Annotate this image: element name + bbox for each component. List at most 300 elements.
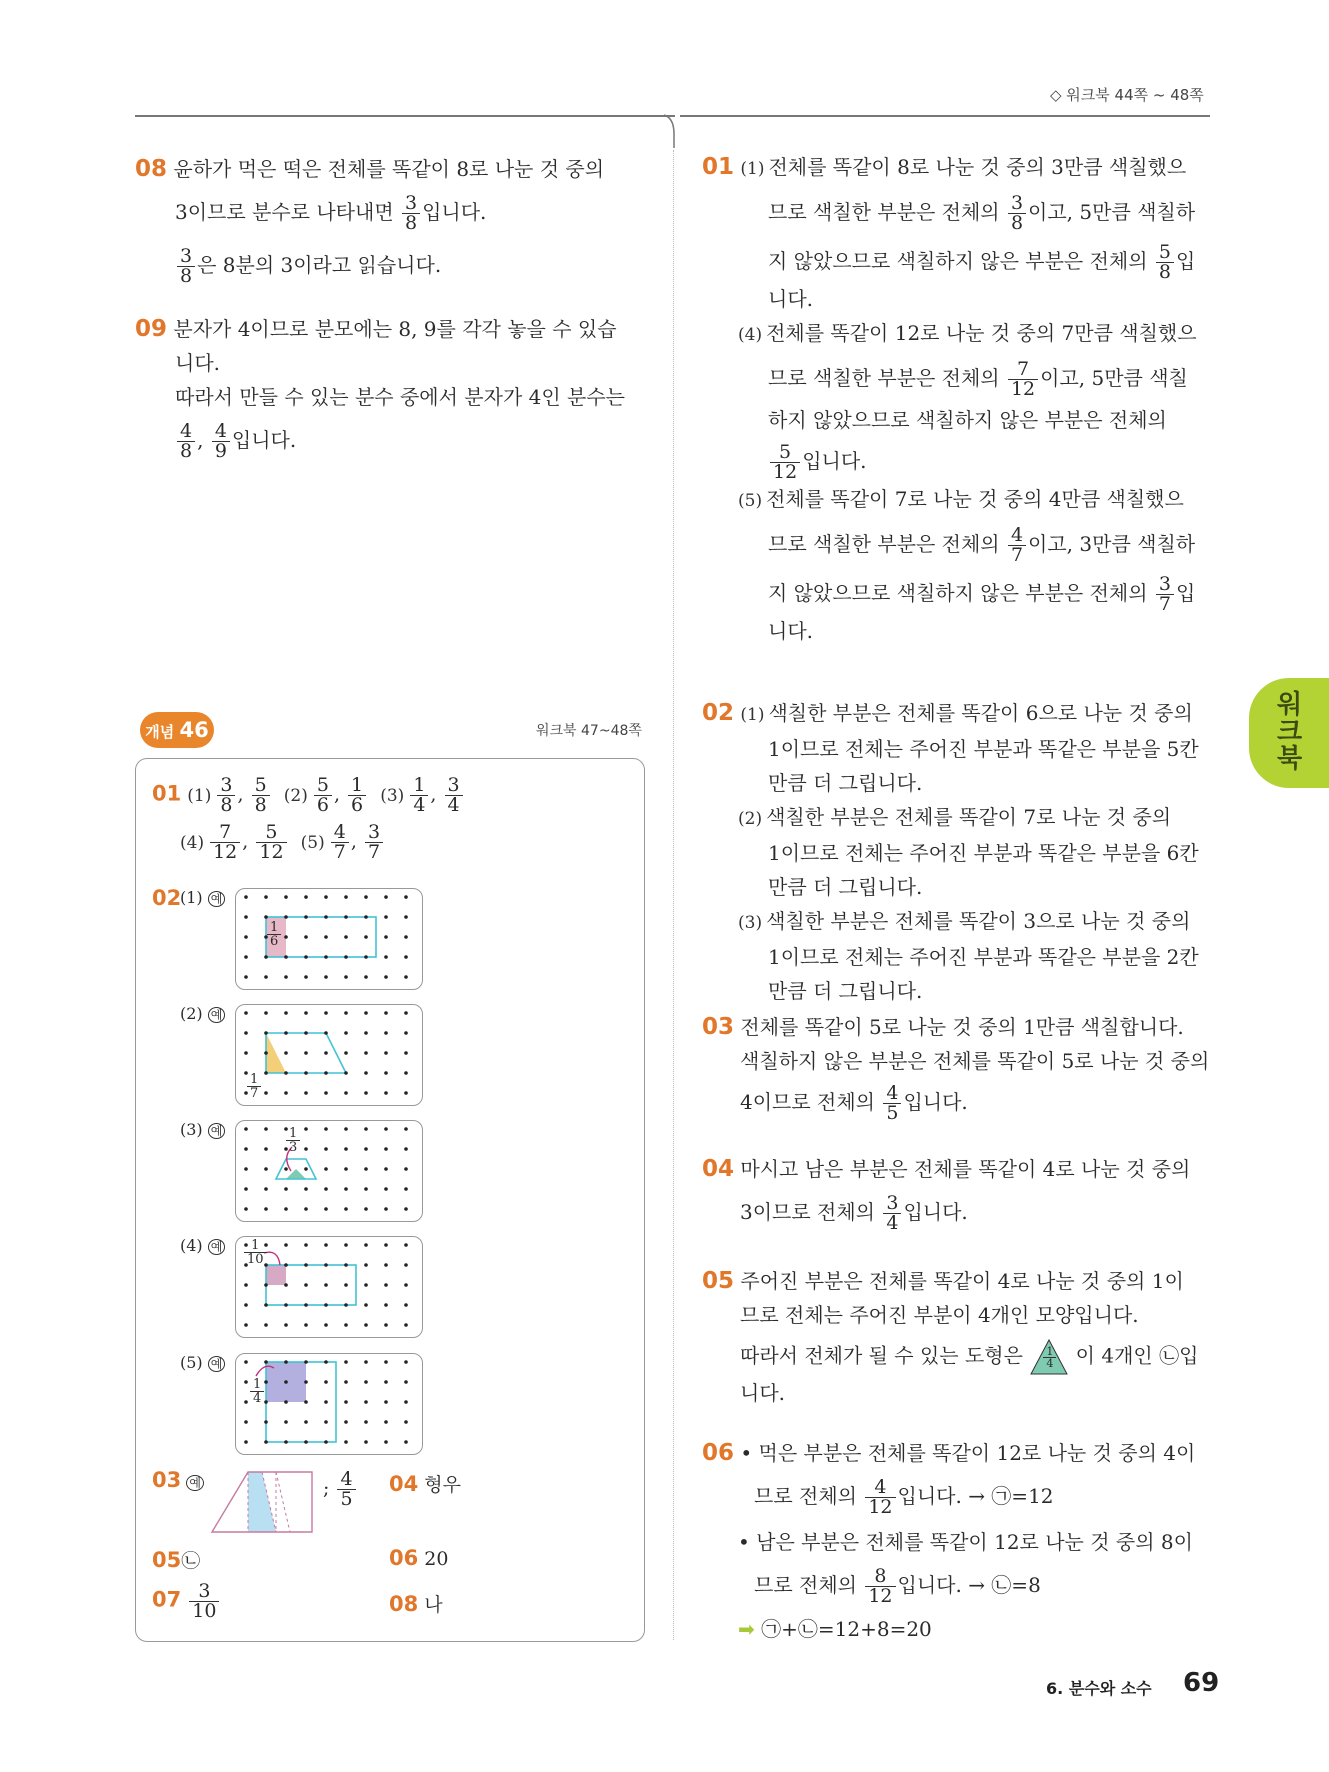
grid-dot: [404, 895, 408, 899]
concept-01: 01 (1) $\frac{3}{8}$ , $\frac{5}{8}$ (2) $\frac{5}{6}$ , $\frac{1}{6}$ (3) $\frac{1}{4}$ , $\frac{3}{4}$ (4) $\frac{7}{12}$ , $\frac{5}{12}$ (5) $\frac{4}{7}$ , $\frac{3}{7}$: [152, 776, 465, 862]
fraction: $\frac{5}{6}$: [314, 776, 332, 815]
grid-dot: [264, 895, 268, 899]
concept-03: [152, 1468, 204, 1492]
triangle-icon: $\frac{1}{4}$: [1029, 1338, 1069, 1376]
sub-label: (1) 예: [180, 888, 225, 907]
dot-grid-1: [235, 888, 423, 990]
text: 3이므로 분수로 나타내면: [175, 200, 394, 224]
grid-dot: [364, 1167, 368, 1171]
grid-dot: [244, 975, 248, 979]
grid-dot: [244, 1360, 248, 1364]
fraction: $\frac{1}{4}$: [410, 776, 428, 815]
grid-dot: [304, 1440, 308, 1444]
text: 분자가 4이므로 분모에는 8, 9를 각각 놓을 수 있습: [173, 317, 617, 341]
grid-dot: [284, 1011, 288, 1015]
answer-08: [135, 152, 604, 286]
grid-dot: [284, 1420, 288, 1424]
grid-dot: [404, 1207, 408, 1211]
grid-dot: [344, 1187, 348, 1191]
grid-dot: [344, 1400, 348, 1404]
tab-char: 워: [1277, 690, 1303, 720]
grid-dot: [384, 1243, 388, 1247]
column-divider: [673, 150, 674, 1640]
grid-dot: [364, 1147, 368, 1151]
grid-dot: [364, 935, 368, 939]
grid-dot: [404, 1323, 408, 1327]
grid-dot: [244, 1051, 248, 1055]
dot-grid-drawing: [236, 1005, 422, 1105]
grid-dot: [244, 1440, 248, 1444]
concept-07: 07 $\frac{3}{10}$: [152, 1582, 221, 1621]
grid-dot: [344, 1031, 348, 1035]
grid-dot: [264, 1283, 268, 1287]
sub-label: (2) 예: [180, 1004, 225, 1023]
answer-r01: 01 (1) 전체를 똑같이 8로 나눈 것 중의 3만큼 색칠했으 므로 색칠한 부분은 전체의 $\frac{3}{8}$ 이고, 5만큼 색칠하 지 않았으므로 색칠하지 않은 부분은 전체의 $\frac{5}{8}$ 입 니다. (4) 전체를 똑같이 12로 나눈 것 중의 7만큼 색칠했으 므로 색칠한 부분은 전체의 $\frac{7}{12}$ 이고, 5만큼 색칠 하지 않았으므로 색칠하지 않은 부분은 전체의 $\frac{5}{12}$ 입니다. (5) 전체를 똑같이 7로 나눈 것 중의 4만큼 색칠했으 므로 색칠한 부분은 전체의 $\frac{4}{7}$ 이고, 3만큼 색칠하 지 않았으므로 색칠하지 않은 부분은 전체의 $\frac{3}{7}$ 입 니다.: [702, 154, 1197, 643]
example-mark: 예: [186, 1475, 204, 1491]
grid-dot: [304, 1360, 308, 1364]
workbook-ref: ◇ 워크북 44쪽 ~ 48쪽: [1050, 86, 1204, 104]
grid-dot: [404, 1091, 408, 1095]
grid-dot: [364, 1420, 368, 1424]
grid-dot: [244, 955, 248, 959]
grid-dot: [304, 1031, 308, 1035]
grid-dot: [324, 895, 328, 899]
grid-dot: [284, 1303, 288, 1307]
sub-label: (2): [283, 785, 308, 806]
grid-dot: [344, 1303, 348, 1307]
question-number: 09: [135, 316, 168, 342]
grid-dot: [404, 1440, 408, 1444]
grid-dot: [284, 915, 288, 919]
grid-dot: [364, 1011, 368, 1015]
grid-dot: [384, 1420, 388, 1424]
grid-dot: [264, 1323, 268, 1327]
grid-dot: [244, 1147, 248, 1151]
dot-grid-drawing: [236, 889, 422, 989]
grid-dot: [404, 1031, 408, 1035]
grid-dot: [324, 1420, 328, 1424]
text: 윤하가 먹은 떡은 전체를 똑같이 8로 나눈 것 중의: [173, 157, 605, 181]
grid-dot: [264, 1400, 268, 1404]
question-number: 05: [702, 1268, 735, 1294]
grid-dot: [284, 1323, 288, 1327]
grid-dot: [304, 915, 308, 919]
grid-dot: [404, 1011, 408, 1015]
answer-r03: 03 전체를 똑같이 5로 나눈 것 중의 1만큼 색칠합니다. 색칠하지 않은 부분은 전체를 똑같이 5로 나눈 것 중의 4이므로 전체의 $\frac{4}{5}$ 입니다.: [702, 1014, 1210, 1124]
concept-ref: 워크북 47~48쪽: [536, 723, 642, 739]
grid-dot: [324, 1243, 328, 1247]
grid-dot: [264, 1071, 268, 1075]
grid-dot: [404, 1420, 408, 1424]
grid-dot: [284, 1360, 288, 1364]
grid-dot: [244, 1011, 248, 1015]
grid-dot: [364, 1263, 368, 1267]
grid-dot: [344, 955, 348, 959]
fraction: $\frac{4}{8}$: [177, 422, 195, 461]
grid-dot: [324, 1303, 328, 1307]
grid-dot: [324, 1263, 328, 1267]
grid-dot: [284, 1187, 288, 1191]
text: 은 8분의 3이라고 읽습니다.: [197, 253, 442, 277]
grid-dot: [384, 1400, 388, 1404]
grid-dot: [244, 1323, 248, 1327]
grid-dot: [364, 1360, 368, 1364]
concept-04: 04 형우: [389, 1472, 461, 1496]
grid-dot: [384, 1323, 388, 1327]
grid-dot: [264, 1091, 268, 1095]
grid-dot: [324, 1323, 328, 1327]
tab-char: 북: [1277, 744, 1303, 774]
question-number: 02: [702, 700, 735, 726]
grid-dot: [304, 1243, 308, 1247]
grid-dot: [364, 1031, 368, 1035]
grid-dot: [284, 1243, 288, 1247]
grid-dot: [284, 1440, 288, 1444]
grid-dot: [384, 1360, 388, 1364]
grid-dot: [284, 975, 288, 979]
grid-dot: [404, 1400, 408, 1404]
text: 니다.: [175, 351, 220, 375]
grid-dot: [324, 1187, 328, 1191]
grid-dot: [264, 955, 268, 959]
grid-dot: [344, 1127, 348, 1131]
fraction: $\frac{3}{8}$: [177, 247, 195, 286]
grid-dot: [244, 1207, 248, 1211]
dot-grid-3: [235, 1120, 423, 1222]
grid-dot: [344, 1263, 348, 1267]
header-notch: [662, 114, 686, 150]
grid-dot: [284, 1283, 288, 1287]
grid-dot: [264, 1380, 268, 1384]
grid-dot: [404, 1263, 408, 1267]
grid-dot: [344, 1071, 348, 1075]
grid-dot: [284, 1031, 288, 1035]
grid-dot: [244, 915, 248, 919]
header-rule-right: [680, 115, 1210, 117]
sub-label: (3) 예: [180, 1120, 225, 1139]
grid-dot: [304, 1420, 308, 1424]
grid-dot: [324, 1051, 328, 1055]
grid-dot: [364, 1051, 368, 1055]
grid-dot: [264, 1147, 268, 1151]
arrow-icon: ➡: [738, 1617, 755, 1641]
grid-dot: [284, 1400, 288, 1404]
grid-dot: [264, 1207, 268, 1211]
dot-grid-4: [235, 1236, 423, 1338]
grid-dot: [344, 1323, 348, 1327]
fraction: $\frac{3}{4}$: [445, 776, 463, 815]
grid-dot: [404, 975, 408, 979]
grid-dot: [384, 1091, 388, 1095]
grid-dot: [324, 975, 328, 979]
fraction-label: $\frac{1}{7}$: [247, 1073, 261, 1100]
sub-label: (5) 예: [180, 1353, 225, 1372]
grid-dot: [364, 1127, 368, 1131]
question-number: 04: [702, 1156, 735, 1182]
grid-dot: [384, 1263, 388, 1267]
grid-dot: [384, 1440, 388, 1444]
fraction: $\frac{5}{12}$: [256, 823, 286, 862]
grid-dot: [324, 1167, 328, 1171]
sub-label: (5): [300, 832, 325, 853]
grid-dot: [264, 1187, 268, 1191]
concept-badge: 개념 46: [140, 712, 214, 748]
grid-dot: [264, 1127, 268, 1131]
grid-dot: [284, 895, 288, 899]
grid-dot: [244, 1380, 248, 1384]
tab-char: 크: [1277, 717, 1303, 747]
grid-dot: [244, 1303, 248, 1307]
fraction-label: $\frac{1}{4}$: [250, 1378, 264, 1405]
grid-dot: [264, 1011, 268, 1015]
grid-dot: [284, 935, 288, 939]
sub-label: (4): [180, 832, 205, 853]
grid-dot: [364, 915, 368, 919]
grid-dot: [304, 1283, 308, 1287]
grid-dot: [264, 1031, 268, 1035]
question-number: 08: [135, 156, 168, 182]
concept-03-answer: ; $\frac{4}{5}$: [323, 1470, 358, 1509]
grid-dot: [384, 1031, 388, 1035]
grid-dot: [344, 1011, 348, 1015]
fraction: $\frac{3}{8}$: [402, 194, 420, 233]
grid-dot: [264, 975, 268, 979]
answer-r02: 02 (1) 색칠한 부분은 전체를 똑같이 6으로 나눈 것 중의 1이므로 전체는 주어진 부분과 똑같은 부분을 5칸 만큼 더 그립니다. (2) 색칠한 부분은 전체를 똑같이 7로 나눈 것 중의 1이므로 전체는 주어진 부분과 똑같은 부분을 6칸 만큼 더 그립니다. (3) 색칠한 부분은 전체를 똑같이 3으로 나눈 것 중의 1이므로 전체는 주어진 부분과 똑같은 부분을 2칸 만큼 더 그립니다.: [702, 700, 1199, 1003]
grid-dot: [344, 1167, 348, 1171]
grid-dot: [304, 935, 308, 939]
question-number: 03: [702, 1014, 735, 1040]
grid-dot: [324, 915, 328, 919]
grid-dot: [404, 1380, 408, 1384]
grid-dot: [344, 1051, 348, 1055]
grid-dot: [384, 1283, 388, 1287]
grid-dot: [244, 1127, 248, 1131]
page-number: 69: [1183, 1668, 1220, 1698]
grid-dot: [384, 1167, 388, 1171]
grid-dot: [404, 1071, 408, 1075]
grid-dot: [244, 1283, 248, 1287]
grid-dot: [244, 1420, 248, 1424]
grid-dot: [284, 1167, 288, 1171]
grid-dot: [344, 1243, 348, 1247]
grid-dot: [364, 975, 368, 979]
answer-r05: 05 주어진 부분은 전체를 똑같이 4로 나눈 것 중의 1이 므로 전체는 주어진 부분이 4개인 모양입니다. 따라서 전체가 될 수 있는 도형은 $\frac{1}{4}$ 이 4개인 ㉡입 니다.: [702, 1268, 1199, 1405]
sub-label: (4) 예: [180, 1236, 225, 1255]
grid-dot: [264, 1051, 268, 1055]
grid-dot: [304, 1303, 308, 1307]
grid-dot: [304, 1071, 308, 1075]
grid-dot: [344, 1360, 348, 1364]
grid-dot: [384, 1071, 388, 1075]
grid-dot: [264, 1167, 268, 1171]
text: 입니다.: [231, 428, 297, 452]
grid-dot: [324, 1091, 328, 1095]
grid-dot: [324, 1440, 328, 1444]
grid-dot: [364, 1071, 368, 1075]
grid-dot: [324, 1031, 328, 1035]
grid-dot: [344, 915, 348, 919]
grid-dot: [384, 1207, 388, 1211]
grid-dot: [404, 955, 408, 959]
grid-dot: [304, 895, 308, 899]
grid-dot: [384, 1187, 388, 1191]
grid-dot: [344, 1283, 348, 1287]
sub-label: (1): [187, 785, 212, 806]
question-number: 06: [702, 1440, 735, 1466]
concept-06: 06 20: [389, 1546, 449, 1570]
fraction: $\frac{1}{6}$: [348, 776, 366, 815]
grid-dot: [404, 1127, 408, 1131]
grid-dot: [404, 915, 408, 919]
grid-dot: [384, 1303, 388, 1307]
grid-dot: [344, 1147, 348, 1151]
grid-dot: [304, 1167, 308, 1171]
grid-dot: [364, 895, 368, 899]
grid-dot: [284, 1071, 288, 1075]
question-number: 01: [152, 781, 182, 806]
fraction-label: $\frac{1}{3}$: [286, 1127, 300, 1154]
grid-dot: [244, 1400, 248, 1404]
grid-dot: [344, 1207, 348, 1211]
grid-dot: [324, 1011, 328, 1015]
grid-dot: [324, 935, 328, 939]
grid-dot: [244, 1187, 248, 1191]
grid-dot: [364, 1207, 368, 1211]
answer-r04: 04 마시고 남은 부분은 전체를 똑같이 4로 나눈 것 중의 3이므로 전체의 $\frac{3}{4}$ 입니다.: [702, 1156, 1191, 1234]
grid-dot: [364, 1323, 368, 1327]
grid-dot: [304, 1091, 308, 1095]
grid-dot: [264, 1420, 268, 1424]
grid-dot: [404, 1167, 408, 1171]
grid-dot: [324, 955, 328, 959]
grid-dot: [344, 1420, 348, 1424]
grid-dot: [404, 1147, 408, 1151]
grid-dot: [244, 935, 248, 939]
grid-dot: [404, 1187, 408, 1191]
grid-dot: [364, 1187, 368, 1191]
grid-dot: [384, 895, 388, 899]
grid-dot: [264, 915, 268, 919]
grid-dot: [284, 1263, 288, 1267]
dot-grid-drawing: [236, 1121, 422, 1221]
grid-dot: [324, 1147, 328, 1151]
text: 따라서 만들 수 있는 분수 중에서 분자가 4인 분수는: [175, 385, 625, 409]
text: 입니다.: [422, 200, 487, 224]
grid-dot: [384, 935, 388, 939]
grid-dot: [384, 1011, 388, 1015]
grid-dot: [284, 1051, 288, 1055]
grid-dot: [364, 955, 368, 959]
trapezoid-figure: [210, 1470, 320, 1534]
fraction: $\frac{4}{9}$: [212, 422, 230, 461]
grid-dot: [364, 1243, 368, 1247]
grid-dot: [264, 1360, 268, 1364]
grid-dot: [324, 1207, 328, 1211]
dot-grid-5: [235, 1353, 423, 1455]
grid-dot: [304, 1380, 308, 1384]
grid-dot: [304, 1187, 308, 1191]
grid-dot: [364, 1283, 368, 1287]
sub-label: (3): [380, 785, 405, 806]
concept-05: 05㉡: [152, 1548, 201, 1572]
grid-dot: [264, 1303, 268, 1307]
grid-dot: [384, 975, 388, 979]
fraction: $\frac{5}{8}$: [252, 776, 270, 815]
grid-dot: [324, 1071, 328, 1075]
grid-dot: [284, 1380, 288, 1384]
grid-dot: [284, 1091, 288, 1095]
grid-dot: [384, 915, 388, 919]
workbook-side-tab: [1249, 678, 1329, 788]
grid-dot: [304, 1127, 308, 1131]
grid-dot: [404, 1051, 408, 1055]
grid-dot: [384, 1147, 388, 1151]
grid-dot: [404, 1303, 408, 1307]
question-number: 02: [152, 886, 182, 910]
grid-dot: [244, 1031, 248, 1035]
grid-dot: [344, 1380, 348, 1384]
grid-dot: [364, 1303, 368, 1307]
grid-dot: [344, 935, 348, 939]
grid-dot: [304, 1323, 308, 1327]
grid-dot: [344, 975, 348, 979]
answer-r06: 06 • 먹은 부분은 전체를 똑같이 12로 나눈 것 중의 4이 므로 전체의 $\frac{4}{12}$ 입니다. → ㉠=12 • 남은 부분은 전체를 똑같이 12로 나눈 것 중의 8이 므로 전체의 $\frac{8}{12}$ 입니다. → ㉡=8 ➡ ㉠+㉡=12+8=20: [702, 1440, 1196, 1641]
grid-dot: [324, 1380, 328, 1384]
grid-dot: [304, 955, 308, 959]
grid-dot: [404, 1283, 408, 1287]
grid-dot: [364, 1440, 368, 1444]
grid-dot: [324, 1360, 328, 1364]
grid-dot: [284, 955, 288, 959]
grid-dot: [344, 1091, 348, 1095]
grid-dot: [304, 1051, 308, 1055]
grid-dot: [324, 1283, 328, 1287]
grid-dot: [384, 955, 388, 959]
grid-dot: [384, 1380, 388, 1384]
grid-dot: [384, 1051, 388, 1055]
grid-dot: [324, 1400, 328, 1404]
chapter-title: 6. 분수와 소수: [1046, 1679, 1152, 1698]
fraction-label: $\frac{1}{10}$: [244, 1239, 267, 1266]
fraction: $\frac{3}{8}$: [217, 776, 235, 815]
grid-dot: [304, 1207, 308, 1211]
fraction-label: $\frac{1}{6}$: [267, 921, 281, 948]
fraction: $\frac{7}{12}$: [210, 823, 240, 862]
grid-dot: [404, 1243, 408, 1247]
question-number: 03: [152, 1468, 182, 1492]
grid-dot: [304, 975, 308, 979]
grid-dot: [364, 1400, 368, 1404]
grid-dot: [364, 1091, 368, 1095]
grid-dot: [384, 1127, 388, 1131]
grid-dot: [304, 1263, 308, 1267]
fraction: $\frac{4}{7}$: [331, 823, 349, 862]
grid-dot: [284, 1207, 288, 1211]
fraction: $\frac{3}{7}$: [365, 823, 383, 862]
grid-dot: [244, 895, 248, 899]
grid-dot: [344, 1440, 348, 1444]
grid-dot: [304, 1011, 308, 1015]
grid-dot: [244, 1167, 248, 1171]
grid-dot: [304, 1400, 308, 1404]
grid-dot: [364, 1380, 368, 1384]
grid-dot: [344, 895, 348, 899]
header-rule-left: [135, 115, 675, 117]
question-number: 01: [702, 154, 735, 180]
concept-08: 08 나: [389, 1592, 443, 1616]
dot-grid-2: [235, 1004, 423, 1106]
grid-dot: [264, 1440, 268, 1444]
